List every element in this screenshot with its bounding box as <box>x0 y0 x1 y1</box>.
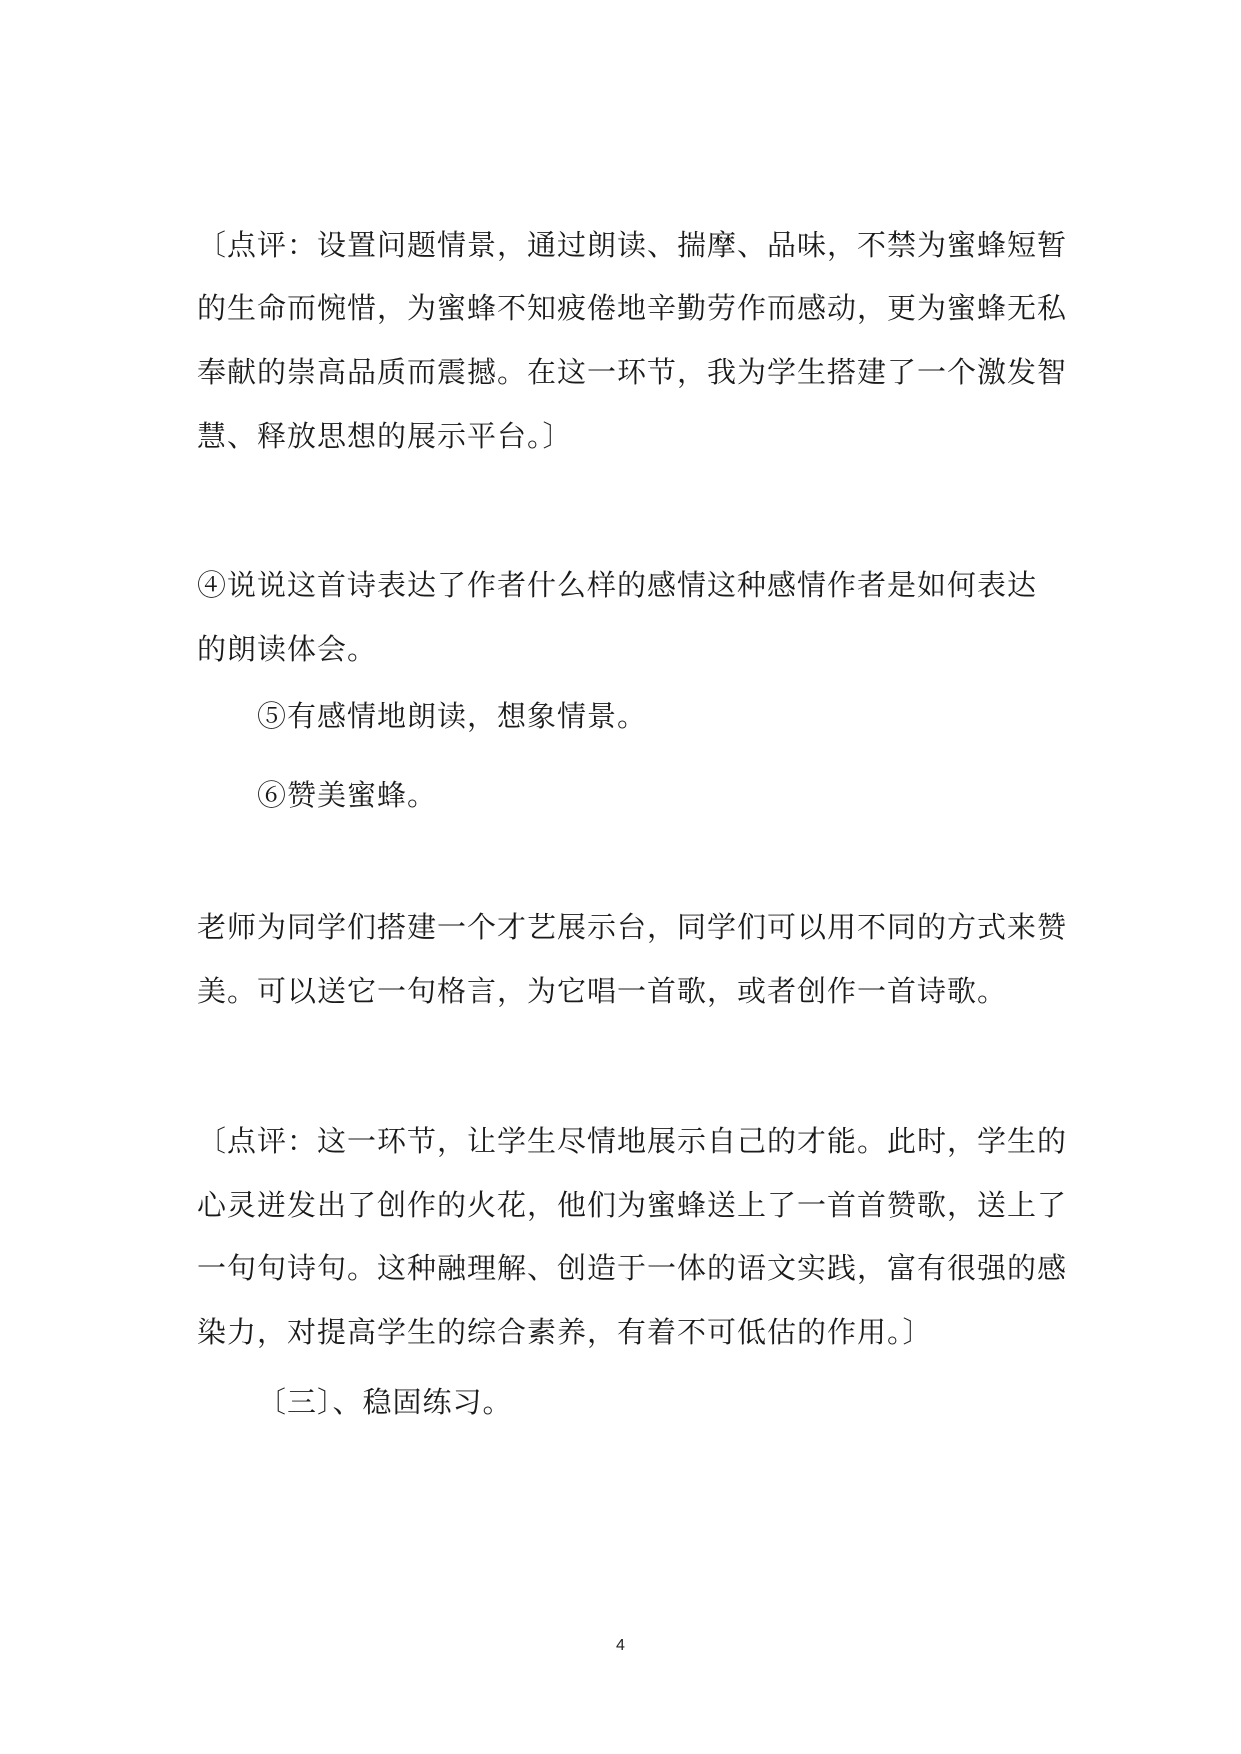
text-line: 慧、释放思想的展示平台。〕 <box>197 419 573 453</box>
text-line: 老师为同学们搭建一个才艺展示台，同学们可以用不同的方式来赞 <box>197 910 1068 944</box>
text-line: 染力，对提高学生的综合素养，有着不可低估的作用。〕 <box>197 1315 933 1349</box>
section-heading-3: 〔三〕、稳固练习。 <box>257 1385 513 1419</box>
page-number: 4 <box>616 1637 625 1654</box>
text-line: ④说说这首诗表达了作者什么样的感情这种感情作者是如何表达 <box>197 568 1038 602</box>
text-line: 的朗读体会。 <box>197 632 378 666</box>
text-line: 奉献的崇高品质而震撼。在这一环节，我为学生搭建了一个激发智 <box>197 355 1068 389</box>
item-6-line: ⑥赞美蜜蜂。 <box>257 778 438 812</box>
text-line: 心灵迸发出了创作的火花，他们为蜜蜂送上了一首首赞歌，送上了 <box>197 1188 1068 1222</box>
item-5-line: ⑤有感情地朗读，想象情景。 <box>257 699 648 733</box>
text-line: 的生命而惋惜，为蜜蜂不知疲倦地辛勤劳作而感动，更为蜜蜂无私 <box>197 291 1068 325</box>
text-line: 〔点评：这一环节，让学生尽情地展示自己的才能。此时，学生的 <box>197 1124 1068 1158</box>
text-line: 〔点评：设置问题情景，通过朗读、揣摩、品味，不禁为蜜蜂短暂 <box>197 228 1068 262</box>
text-line: 美。可以送它一句格言，为它唱一首歌，或者创作一首诗歌。 <box>197 974 1008 1008</box>
text-line: 一句句诗句。这种融理解、创造于一体的语文实践，富有很强的感 <box>197 1251 1068 1285</box>
